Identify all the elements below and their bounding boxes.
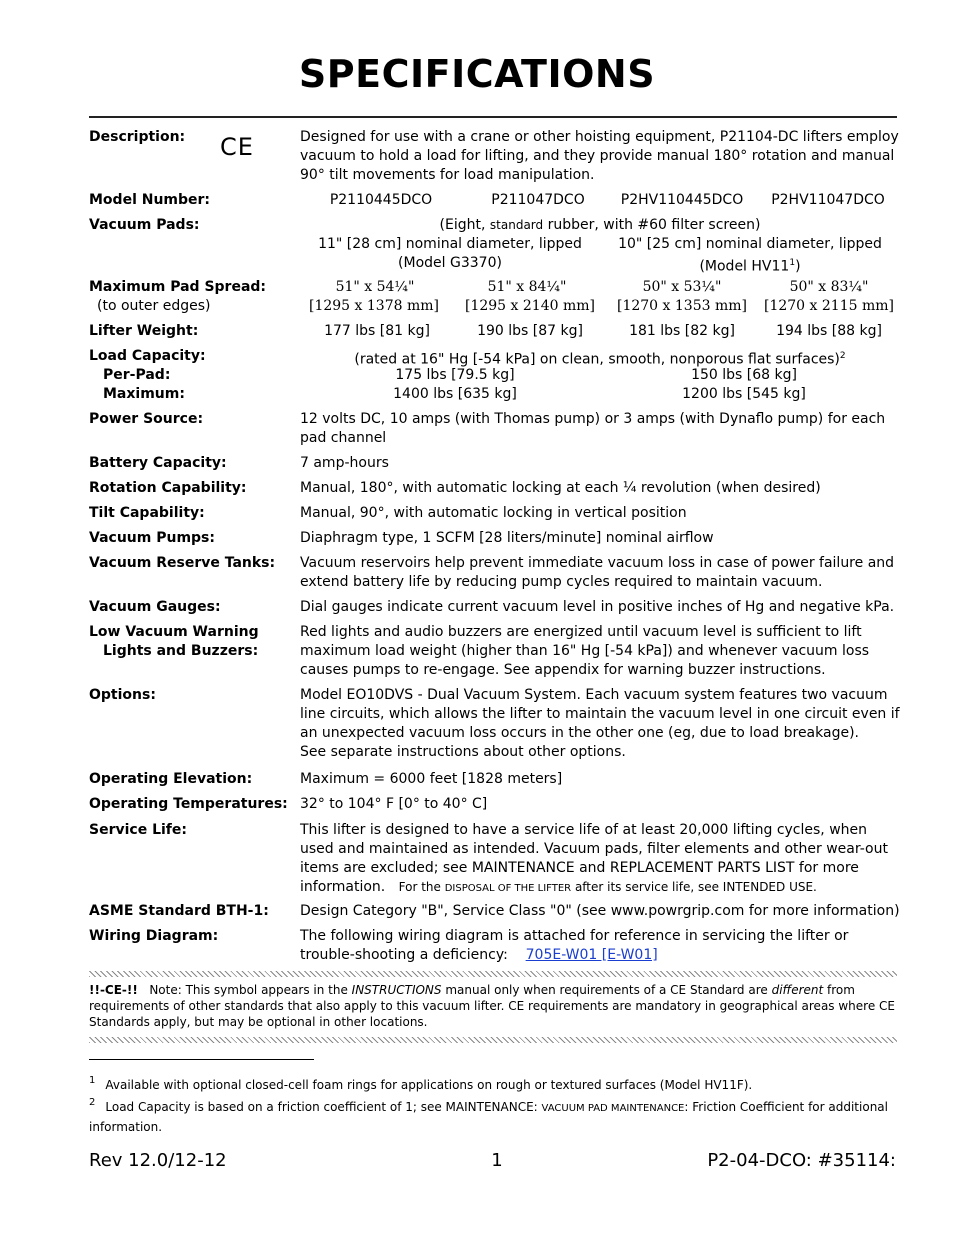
reserve-tanks-text: Vacuum reservoirs help prevent immediate vacuum loss in case of power failure and extend battery life by reducing pump cycles required to maintain vacuum. <box>300 555 895 590</box>
elevation-label: Operating Elevation: <box>89 771 253 787</box>
asme-label: ASME Standard BTH-1: <box>89 903 269 919</box>
pad-spread-inches: 50" x 53¼" <box>642 279 722 295</box>
footnote-2: $^2$ Load Capacity is based on a friction coefficient of 1; see MAINTENANCE: VACUUM PAD MAINTENANCE: Friction Coefficient for additional information. <box>89 1097 888 1134</box>
vacuum-pads-right-size: 10" [25 cm] nominal diameter, lipped <box>618 236 882 252</box>
model-number-value: P2110445DCO <box>329 192 433 208</box>
service-life-label: Service Life: <box>89 822 187 838</box>
ce-mark-icon: CE <box>220 133 254 161</box>
footer-page-number: 1 <box>491 1150 503 1171</box>
ce-note-bottom-border <box>89 1037 897 1043</box>
footnote-1: $^1$ Available with optional closed-cell foam rings for applications on rough or textured surfaces (Model HV11F). <box>89 1075 753 1092</box>
footer-revision: Rev 12.0/12-12 <box>89 1150 227 1171</box>
options-label: Options: <box>89 687 156 703</box>
elevation-text: Maximum = 6000 feet [1828 meters] <box>300 771 563 787</box>
load-capacity-label: Load Capacity: <box>89 348 206 364</box>
rotation-label: Rotation Capability: <box>89 480 247 496</box>
reserve-tanks-label: Vacuum Reserve Tanks: <box>89 555 276 571</box>
low-vacuum-text: Red lights and audio buzzers are energized until vacuum level is sufficient to lift maximum load weight (higher than 16" Hg [-54 kPa]) and whenever vacuum loss causes pumps to re-engage. See appendix for warning buzzer instructions. <box>300 624 870 678</box>
pad-spread-inches: 51" x 54¼" <box>335 279 415 295</box>
pad-spread-sublabel: (to outer edges) <box>97 298 211 314</box>
pad-spread-inches: 51" x 84¼" <box>487 279 567 295</box>
pad-spread-mm: [1270 x 2115 mm] <box>764 298 894 314</box>
vacuum-pads-left-size: 11" [28 cm] nominal diameter, lipped <box>318 236 582 252</box>
vacuum-pads-summary: (Eight, standard rubber, with #60 filter screen) <box>439 217 761 233</box>
lifter-weight-value: 194 lbs [88 kg] <box>776 323 882 339</box>
model-number-value: P211047DCO <box>491 192 585 208</box>
footer-doc-id: P2-04-DCO: #35114: <box>707 1150 896 1171</box>
vacuum-pumps-text: Diaphragm type, 1 SCFM [28 liters/minute] nominal airflow <box>300 530 714 546</box>
vacuum-pumps-label: Vacuum Pumps: <box>89 530 215 546</box>
max-right: 1200 lbs [545 kg] <box>682 386 806 402</box>
low-vacuum-label: Low Vacuum Warning <box>89 624 259 640</box>
battery-capacity-text: 7 amp-hours <box>300 455 389 471</box>
page-title: SPECIFICATIONS <box>298 52 656 96</box>
lifter-weight-label: Lifter Weight: <box>89 323 199 339</box>
footnote-rule <box>89 1059 314 1060</box>
gauges-label: Vacuum Gauges: <box>89 599 221 615</box>
rotation-text: Manual, 180°, with automatic locking at each ¼ revolution (when desired) <box>300 480 821 496</box>
service-life-text: This lifter is designed to have a service life of at least 20,000 lifting cycles, when used and maintained as intended. Vacuum pads, filter elements and other wear-out items are excluded; see MAINTENANCE and REPLACEMENT PARTS LIST for more information. For the DISPOSAL OF THE LIFTER after its service life, see INTENDED USE. <box>300 822 888 895</box>
power-source-text: 12 volts DC, 10 amps (with Thomas pump) or 3 amps (with Dynaflo pump) for each pad channel <box>300 411 886 446</box>
pad-spread-mm: [1295 x 2140 mm] <box>465 298 595 314</box>
ce-note: !!-CE-!! Note: This symbol appears in the INSTRUCTIONS manual only when requirements of a CE Standard are different from requirements of other standards that also apply to this vacuum lifter. CE requirements are mandatory in geographical areas where CE Standards apply, but may be optional in other locations. <box>89 983 895 1029</box>
ce-note-top-border <box>89 971 897 977</box>
pad-spread-mm: [1270 x 1353 mm] <box>617 298 747 314</box>
lifter-weight-value: 177 lbs [81 kg] <box>324 323 430 339</box>
power-source-label: Power Source: <box>89 411 204 427</box>
pad-spread-inches: 50" x 83¼" <box>789 279 869 295</box>
per-pad-right: 150 lbs [68 kg] <box>691 367 797 383</box>
tilt-label: Tilt Capability: <box>89 505 205 521</box>
vacuum-pads-left-model: (Model G3370) <box>398 255 502 271</box>
model-number-value: P2HV110445DCO <box>620 192 744 208</box>
lifter-weight-value: 181 lbs [82 kg] <box>629 323 735 339</box>
description-text: Designed for use with a crane or other hoisting equipment, P21104-DC lifters employ vacuum to hold a load for lifting, and they provide manual 180° rotation and manual 90° tilt movements for load manipulation. <box>300 129 899 183</box>
vacuum-pads-right-model: (Model $HV11^1$) <box>699 258 801 275</box>
description-label: Description: <box>89 129 186 145</box>
title-rule <box>89 116 897 118</box>
maximum-label: Maximum: <box>103 386 185 402</box>
per-pad-label: Per-Pad: <box>103 367 171 383</box>
lifter-weight-value: 190 lbs [87 kg] <box>477 323 583 339</box>
wiring-diagram-link[interactable]: 705E-W01 [E-W01] <box>525 947 658 963</box>
ce-note-tag: !!-CE-!! <box>89 983 138 997</box>
battery-capacity-label: Battery Capacity: <box>89 455 227 471</box>
low-vacuum-label-2: Lights and Buzzers: <box>103 643 259 659</box>
model-number-label: Model Number: <box>89 192 211 208</box>
options-text: Model EO10DVS - Dual Vacuum System. Each vacuum system features two vacuum line circuits, which allows the lifter to maintain the vacuum level in one circuit even if an unexpected vacuum loss occurs in the other one (eg, due to load breakage). See separate instructions about other options. <box>300 687 900 760</box>
vacuum-pads-label: Vacuum Pads: <box>89 217 200 233</box>
temperatures-label: Operating Temperatures: <box>89 796 288 812</box>
wiring-text: The following wiring diagram is attached for reference in servicing the lifter or trouble-shooting a deficiency: 705E-W01 [E-W01] <box>300 928 849 963</box>
temperatures-text: 32° to 104° F [0° to 40° C] <box>300 796 488 812</box>
asme-text: Design Category "B", Service Class "0" (see www.powrgrip.com for more information) <box>300 903 900 919</box>
load-capacity-note: (rated at 16" Hg [-54 kPa] on clean, smooth, nonporous flat surfaces)$^2$ <box>354 351 846 368</box>
wiring-label: Wiring Diagram: <box>89 928 219 944</box>
tilt-text: Manual, 90°, with automatic locking in vertical position <box>300 505 687 521</box>
per-pad-left: 175 lbs [79.5 kg] <box>395 367 515 383</box>
gauges-text: Dial gauges indicate current vacuum level in positive inches of Hg and negative kPa. <box>300 599 895 615</box>
pad-spread-label: Maximum Pad Spread: <box>89 279 267 295</box>
max-left: 1400 lbs [635 kg] <box>393 386 517 402</box>
pad-spread-mm: [1295 x 1378 mm] <box>309 298 439 314</box>
model-number-value: P2HV11047DCO <box>771 192 885 208</box>
